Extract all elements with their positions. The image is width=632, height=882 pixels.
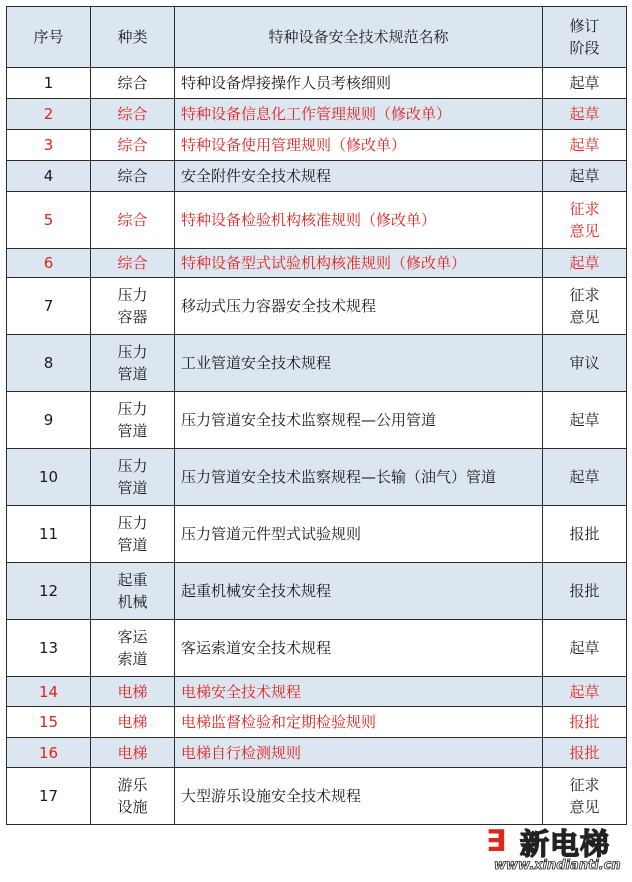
row-stage: [543, 677, 627, 707]
row-type: [91, 449, 175, 506]
row-type-line2: 索道: [117, 650, 148, 668]
row-name: 特种设备型式试验机构核准规则（修改单）: [175, 249, 543, 278]
row-stage: [543, 392, 627, 449]
row-type-line1: 电梯: [117, 682, 148, 701]
row-no: 10: [7, 449, 91, 506]
row-no: 5: [7, 192, 91, 249]
row-stage: [543, 768, 627, 825]
row-stage: [543, 506, 627, 563]
table-row: [7, 278, 627, 335]
header-stage-line1: 修订: [569, 17, 600, 35]
table-row: [7, 130, 627, 161]
row-name: 大型游乐设施安全技术规程: [175, 768, 543, 825]
row-type-line1: 综合: [117, 105, 148, 123]
header-row: [7, 7, 627, 68]
header-stage: [543, 7, 627, 68]
row-stage-line2: 意见: [569, 308, 600, 326]
row-stage: [543, 335, 627, 392]
row-stage-line1: 审议: [569, 354, 600, 372]
header-name: 特种设备安全技术规范名称: [175, 7, 543, 68]
row-name: 特种设备信息化工作管理规则（修改单）: [175, 99, 543, 130]
row-type: [91, 68, 175, 99]
row-name: 压力管道元件型式试验规则: [175, 506, 543, 563]
row-type-line1: 起重: [117, 571, 148, 589]
table-row: [7, 677, 627, 707]
row-type: [91, 506, 175, 563]
row-type-line1: 压力: [117, 286, 148, 304]
row-type-line1: 压力: [117, 343, 148, 361]
row-type-line2: 设施: [117, 798, 148, 816]
row-type-line1: 电梯: [117, 743, 148, 762]
row-stage-line1: 起草: [569, 468, 600, 486]
row-type-line1: 综合: [117, 136, 148, 154]
row-type-line1: 综合: [117, 254, 148, 272]
row-name: 压力管道安全技术监察规程—公用管道: [175, 392, 543, 449]
row-stage-line1: 报批: [569, 525, 600, 543]
row-no: 12: [7, 563, 91, 620]
row-stage-line1: 征求: [569, 776, 600, 794]
row-stage-line1: 起草: [569, 105, 600, 123]
row-type-line2: 容器: [117, 308, 148, 326]
row-stage-line2: 意见: [569, 798, 600, 816]
row-type-line1: 综合: [117, 211, 148, 229]
table-row: [7, 768, 627, 825]
row-stage-line1: 报批: [569, 582, 600, 600]
row-name: 电梯监督检验和定期检验规则: [175, 707, 543, 738]
row-stage: [543, 738, 627, 768]
row-no: 14: [7, 677, 91, 707]
table-row: [7, 192, 627, 249]
row-type-line1: 压力: [117, 514, 148, 532]
table-row: [7, 620, 627, 677]
row-no: 3: [7, 130, 91, 161]
row-type: [91, 677, 175, 707]
row-no: 16: [7, 738, 91, 768]
row-type: [91, 620, 175, 677]
row-type: [91, 161, 175, 192]
row-name: 特种设备焊接操作人员考核细则: [175, 68, 543, 99]
row-stage-line1: 报批: [569, 713, 600, 731]
table-row: [7, 68, 627, 99]
watermark: [486, 818, 626, 878]
row-stage-line2: 意见: [569, 222, 600, 240]
table-row: [7, 707, 627, 738]
table-row: [7, 449, 627, 506]
row-stage: [543, 620, 627, 677]
row-name: 压力管道安全技术监察规程—长输（油气）管道: [175, 449, 543, 506]
table-row: [7, 563, 627, 620]
row-name: 起重机械安全技术规程: [175, 563, 543, 620]
row-stage-line1: 起草: [569, 639, 600, 657]
row-no: 7: [7, 278, 91, 335]
row-no: 1: [7, 68, 91, 99]
row-type-line2: 管道: [117, 479, 148, 497]
spec-table: [6, 6, 627, 825]
row-no: 11: [7, 506, 91, 563]
row-type: [91, 768, 175, 825]
brand-logo-icon: ∃: [486, 824, 507, 859]
row-name: 特种设备检验机构核准规则（修改单）: [175, 192, 543, 249]
row-stage: [543, 161, 627, 192]
row-type: [91, 249, 175, 278]
row-type: [91, 278, 175, 335]
row-type-line2: 管道: [117, 365, 148, 383]
row-no: 9: [7, 392, 91, 449]
row-stage: [543, 278, 627, 335]
row-no: 13: [7, 620, 91, 677]
row-stage: [543, 192, 627, 249]
row-stage-line1: 起草: [569, 682, 600, 701]
row-name: 电梯自行检测规则: [175, 738, 543, 768]
row-stage-line1: 起草: [569, 136, 600, 154]
row-stage: [543, 68, 627, 99]
row-no: 8: [7, 335, 91, 392]
row-no: 15: [7, 707, 91, 738]
row-name: 移动式压力容器安全技术规程: [175, 278, 543, 335]
table-row: [7, 99, 627, 130]
row-type: [91, 335, 175, 392]
row-type-line1: 压力: [117, 457, 148, 475]
row-name: 工业管道安全技术规程: [175, 335, 543, 392]
header-no: 序号: [7, 7, 91, 68]
row-type-line1: 电梯: [117, 713, 148, 731]
row-stage-line1: 起草: [569, 254, 600, 272]
row-no: 6: [7, 249, 91, 278]
table-row: [7, 249, 627, 278]
row-type: [91, 99, 175, 130]
row-type-line1: 客运: [117, 628, 148, 646]
row-stage-line1: 报批: [569, 743, 600, 762]
row-name: 客运索道安全技术规程: [175, 620, 543, 677]
row-type: [91, 738, 175, 768]
row-stage-line1: 征求: [569, 200, 600, 218]
table-row: [7, 161, 627, 192]
row-name: 电梯安全技术规程: [175, 677, 543, 707]
header-stage-line2: 阶段: [569, 39, 600, 57]
table-row: [7, 506, 627, 563]
row-stage: [543, 707, 627, 738]
row-type-line2: 管道: [117, 536, 148, 554]
row-type: [91, 130, 175, 161]
row-name: 安全附件安全技术规程: [175, 161, 543, 192]
table-row: [7, 738, 627, 768]
row-type: [91, 563, 175, 620]
row-stage: [543, 563, 627, 620]
row-type-line2: 机械: [117, 593, 148, 611]
row-type-line2: 管道: [117, 422, 148, 440]
table-row: [7, 392, 627, 449]
table-row: [7, 335, 627, 392]
row-stage-line1: 起草: [569, 411, 600, 429]
row-no: 4: [7, 161, 91, 192]
row-stage-line1: 征求: [569, 286, 600, 304]
watermark-brand: 新电梯: [520, 827, 611, 861]
row-stage-line1: 起草: [569, 74, 600, 92]
row-stage: [543, 130, 627, 161]
watermark-url: www.xindianti.cn: [494, 858, 621, 873]
row-type: [91, 392, 175, 449]
row-no: 17: [7, 768, 91, 825]
row-no: 2: [7, 99, 91, 130]
row-type-line1: 综合: [117, 74, 148, 92]
row-name: 特种设备使用管理规则（修改单）: [175, 130, 543, 161]
row-type-line1: 压力: [117, 400, 148, 418]
row-stage-line1: 起草: [569, 167, 600, 185]
row-type: [91, 707, 175, 738]
row-stage: [543, 99, 627, 130]
row-type-line1: 游乐: [117, 776, 148, 794]
row-stage: [543, 449, 627, 506]
row-stage: [543, 249, 627, 278]
header-type: 种类: [91, 7, 175, 68]
row-type: [91, 192, 175, 249]
row-type-line1: 综合: [117, 167, 148, 185]
